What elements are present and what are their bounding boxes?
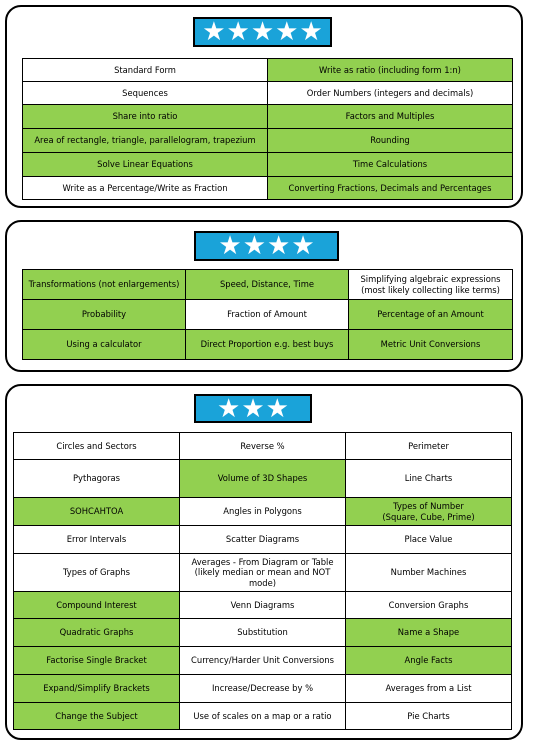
topic-cell: Solve Linear Equations — [23, 153, 268, 177]
table-row — [14, 554, 512, 592]
topic-cell: Direct Proportion e.g. best buys — [186, 330, 349, 360]
topic-cell: Speed, Distance, Time — [186, 270, 349, 300]
topic-cell: Change the Subject — [14, 703, 180, 730]
star-icon: ★ — [218, 231, 242, 261]
topic-cell: Factors and Multiples — [268, 105, 513, 129]
topic-cell: Expand/Simplify Brackets — [14, 675, 180, 703]
table-row — [23, 177, 513, 200]
table-row — [14, 647, 512, 675]
table-row — [23, 129, 513, 153]
topic-cell: Write as a Percentage/Write as Fraction — [23, 177, 268, 200]
four-star-panel — [5, 220, 523, 372]
topic-cell: Converting Fractions, Decimals and Percentages — [268, 177, 513, 200]
table-row — [23, 82, 513, 105]
star-icon: ★ — [241, 393, 265, 424]
topic-cell: Using a calculator — [23, 330, 186, 360]
topic-cell: Currency/Harder Unit Conversions — [180, 647, 346, 675]
table-row — [14, 433, 512, 460]
topic-cell: Substitution — [180, 619, 346, 647]
topic-cell: Simplifying algebraic expressions (most likely collecting like terms) — [349, 270, 513, 300]
table-row — [23, 153, 513, 177]
topic-cell: Number Machines — [346, 554, 512, 592]
topic-cell: Scatter Diagrams — [180, 526, 346, 554]
table-row — [14, 675, 512, 703]
table-row — [23, 270, 513, 300]
three-star-badge — [194, 394, 312, 423]
topic-cell: Time Calculations — [268, 153, 513, 177]
table-row — [14, 619, 512, 647]
star-icon: ★ — [267, 231, 291, 261]
topic-cell: Error Intervals — [14, 526, 180, 554]
topic-cell: Use of scales on a map or a ratio — [180, 703, 346, 730]
topic-cell: Pythagoras — [14, 460, 180, 498]
topic-cell: Circles and Sectors — [14, 433, 180, 460]
topic-cell: Write as ratio (including form 1:n) — [268, 59, 513, 82]
star-icon: ★ — [226, 17, 250, 47]
four-star-topics-table — [22, 269, 513, 360]
table-row — [14, 703, 512, 730]
topic-cell: Rounding — [268, 129, 513, 153]
topic-cell: Increase/Decrease by % — [180, 675, 346, 703]
four-star-badge — [194, 231, 339, 261]
five-star-badge — [193, 17, 332, 47]
topic-cell: Pie Charts — [346, 703, 512, 730]
topic-cell: Sequences — [23, 82, 268, 105]
topic-cell: SOHCAHTOA — [14, 498, 180, 526]
table-row — [23, 330, 513, 360]
star-icon: ★ — [202, 17, 226, 47]
star-icon: ★ — [299, 17, 323, 47]
star-icon: ★ — [242, 231, 266, 261]
five-star-panel — [5, 5, 523, 208]
topic-cell: Transformations (not enlargements) — [23, 270, 186, 300]
three-star-topics-table — [13, 432, 512, 730]
table-row — [14, 460, 512, 498]
topic-cell: Averages from a List — [346, 675, 512, 703]
topic-cell: Quadratic Graphs — [14, 619, 180, 647]
topic-cell: Name a Shape — [346, 619, 512, 647]
table-row — [14, 592, 512, 619]
topic-cell: Factorise Single Bracket — [14, 647, 180, 675]
star-icon: ★ — [217, 393, 241, 424]
star-icon: ★ — [275, 17, 299, 47]
three-star-panel — [5, 384, 523, 740]
topic-cell: Order Numbers (integers and decimals) — [268, 82, 513, 105]
topic-cell: Conversion Graphs — [346, 592, 512, 619]
topic-cell: Metric Unit Conversions — [349, 330, 513, 360]
star-icon: ★ — [250, 17, 275, 47]
table-row — [23, 300, 513, 330]
topic-cell: Percentage of an Amount — [349, 300, 513, 330]
table-row — [14, 526, 512, 554]
star-icon: ★ — [291, 231, 315, 261]
star-icon: ★ — [265, 393, 289, 424]
topic-cell: Standard Form — [23, 59, 268, 82]
topic-cell: Fraction of Amount — [186, 300, 349, 330]
topic-cell: Angle Facts — [346, 647, 512, 675]
table-row — [23, 59, 513, 82]
topic-cell: Volume of 3D Shapes — [180, 460, 346, 498]
topic-cell: Types of Graphs — [14, 554, 180, 592]
topic-cell: Angles in Polygons — [180, 498, 346, 526]
table-row — [14, 498, 512, 526]
five-star-topics-table — [22, 58, 513, 200]
topic-cell: Line Charts — [346, 460, 512, 498]
topic-cell: Compound Interest — [14, 592, 180, 619]
topic-cell: Types of Number (Square, Cube, Prime) — [346, 498, 512, 526]
topic-cell: Averages - From Diagram or Table (likely median or mean and NOT mode) — [180, 554, 346, 592]
topic-cell: Area of rectangle, triangle, parallelogram, trapezium — [23, 129, 268, 153]
table-row — [23, 105, 513, 129]
topic-cell: Probability — [23, 300, 186, 330]
topic-cell: Share into ratio — [23, 105, 268, 129]
topic-cell: Place Value — [346, 526, 512, 554]
topic-cell: Perimeter — [346, 433, 512, 460]
topic-cell: Reverse % — [180, 433, 346, 460]
topic-cell: Venn Diagrams — [180, 592, 346, 619]
